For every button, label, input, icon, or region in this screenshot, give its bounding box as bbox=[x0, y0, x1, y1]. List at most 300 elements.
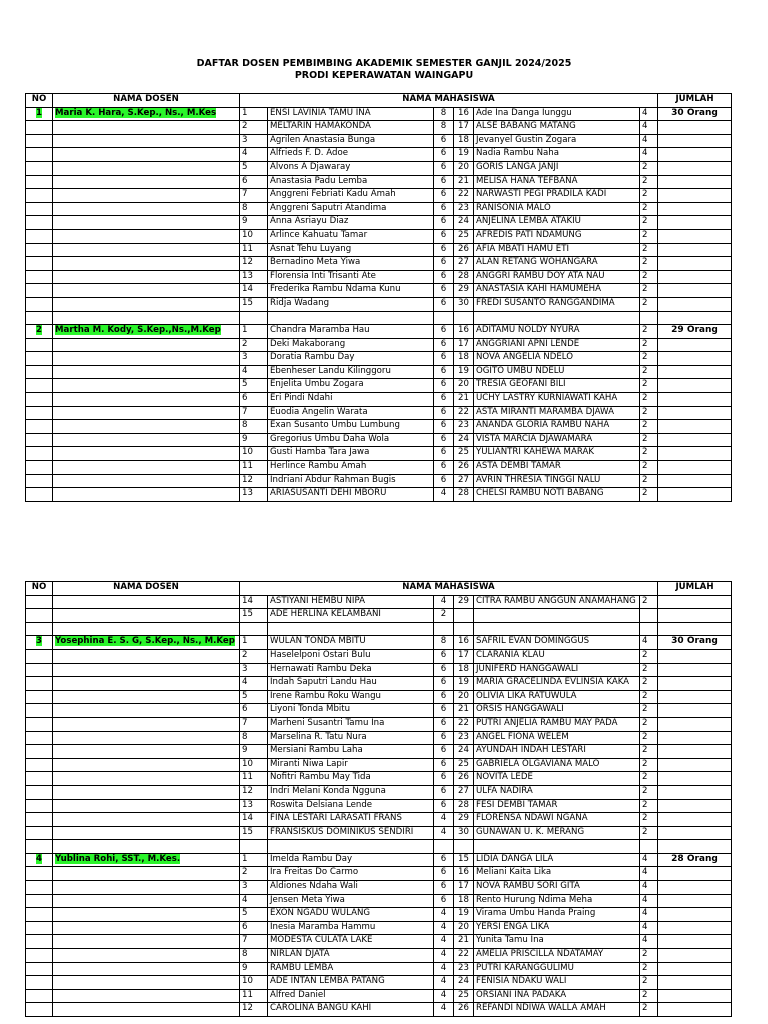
student-name-right: ORSIS HANGGAWALI bbox=[474, 704, 640, 718]
student-number-right: 30 bbox=[454, 826, 474, 840]
semester-right: 2 bbox=[640, 799, 658, 813]
semester-left: 6 bbox=[434, 189, 454, 203]
student-number-right: 30 bbox=[454, 297, 474, 311]
student-number-right: 22 bbox=[454, 949, 474, 963]
student-name-right: FESI DEMBI TAMAR bbox=[474, 799, 640, 813]
student-name-right: ANJELINA LEMBA ATAKIU bbox=[474, 216, 640, 230]
student-name-right: ADITAMU NOLDY NYURA bbox=[474, 325, 640, 339]
student-number-right: 18 bbox=[454, 894, 474, 908]
student-number-right: 18 bbox=[454, 663, 474, 677]
student-name-right: NOVA RAMBU SORI GITA bbox=[474, 881, 640, 895]
table-row bbox=[26, 474, 732, 488]
dosen-number-cell bbox=[26, 379, 53, 393]
semester-left: 6 bbox=[434, 717, 454, 731]
student-number-right: 19 bbox=[454, 677, 474, 691]
semester-left: 6 bbox=[434, 745, 454, 759]
jumlah-cell bbox=[658, 433, 732, 447]
jumlah-cell bbox=[658, 649, 732, 663]
dosen-number-cell bbox=[26, 216, 53, 230]
student-number-left: 6 bbox=[240, 175, 268, 189]
dosen-name-cell bbox=[53, 636, 240, 650]
spacer-cell bbox=[434, 311, 454, 325]
dosen-name-cell bbox=[53, 420, 240, 434]
semester-left: 6 bbox=[434, 894, 454, 908]
dosen-number-cell bbox=[26, 976, 53, 990]
spacer-cell bbox=[474, 311, 640, 325]
semester-left: 6 bbox=[434, 447, 454, 461]
table-row bbox=[26, 229, 732, 243]
spacer-cell bbox=[268, 840, 434, 854]
spacer-cell bbox=[240, 840, 268, 854]
dosen-name-cell bbox=[53, 243, 240, 257]
dosen-name-cell bbox=[53, 813, 240, 827]
student-name-left: Eri Pindi Ndahi bbox=[268, 393, 434, 407]
semester-left: 6 bbox=[434, 393, 454, 407]
student-number-right: 22 bbox=[454, 717, 474, 731]
semester-left: 4 bbox=[434, 976, 454, 990]
dosen-number-cell bbox=[26, 663, 53, 677]
student-number-right: 26 bbox=[454, 772, 474, 786]
dosen-name-cell bbox=[53, 826, 240, 840]
student-number-left: 3 bbox=[240, 134, 268, 148]
semester-right: 2 bbox=[640, 406, 658, 420]
semester-left: 6 bbox=[434, 379, 454, 393]
semester-right: 2 bbox=[640, 976, 658, 990]
semester-left: 6 bbox=[434, 433, 454, 447]
table-row bbox=[26, 949, 732, 963]
semester-right: 2 bbox=[640, 202, 658, 216]
student-number-left: 9 bbox=[240, 962, 268, 976]
dosen-name: Maria K. Hara, S.Kep., Ns., M.Kes bbox=[55, 107, 217, 118]
student-number-right: 27 bbox=[454, 785, 474, 799]
jumlah-cell: 29 Orang bbox=[658, 325, 732, 339]
student-name-right: Yunita Tamu Ina bbox=[474, 935, 640, 949]
semester-left: 8 bbox=[434, 107, 454, 121]
student-name-left: Nofitri Rambu May Tida bbox=[268, 772, 434, 786]
table-row bbox=[26, 758, 732, 772]
semester-right: 4 bbox=[640, 121, 658, 135]
semester-left: 6 bbox=[434, 731, 454, 745]
jumlah-cell bbox=[658, 447, 732, 461]
dosen-name-cell bbox=[53, 202, 240, 216]
semester-right: 2 bbox=[640, 257, 658, 271]
semester-right: 2 bbox=[640, 379, 658, 393]
student-name-left: Indriani Abdur Rahman Bugis bbox=[268, 474, 434, 488]
table-row bbox=[26, 393, 732, 407]
dosen-name-cell bbox=[53, 690, 240, 704]
semester-left: 6 bbox=[434, 216, 454, 230]
student-name-right: MARIA GRACELINDA EVLINSIA KAKA bbox=[474, 677, 640, 691]
student-name-left: Liyoni Tonda Mbitu bbox=[268, 704, 434, 718]
student-number-right: 24 bbox=[454, 976, 474, 990]
semester-right: 2 bbox=[640, 447, 658, 461]
student-name-left: Chandra Maramba Hau bbox=[268, 325, 434, 339]
semester-left: 4 bbox=[434, 949, 454, 963]
semester-left: 6 bbox=[434, 785, 454, 799]
semester-right: 4 bbox=[640, 636, 658, 650]
student-name-left: MODESTA CULATA LAKE bbox=[268, 935, 434, 949]
dosen-name-cell bbox=[53, 704, 240, 718]
student-number-left: 11 bbox=[240, 772, 268, 786]
dosen-name-cell bbox=[53, 853, 240, 867]
student-number-left: 4 bbox=[240, 677, 268, 691]
student-name-left: Euodia Angelin Warata bbox=[268, 406, 434, 420]
student-number-right: 25 bbox=[454, 989, 474, 1003]
student-number-right: 26 bbox=[454, 1003, 474, 1017]
dosen-name-cell bbox=[53, 1003, 240, 1017]
table-row bbox=[26, 107, 732, 121]
jumlah-cell bbox=[658, 284, 732, 298]
table-row bbox=[26, 243, 732, 257]
dosen-number-cell bbox=[26, 270, 53, 284]
semester-right: 2 bbox=[640, 270, 658, 284]
jumlah-cell bbox=[658, 758, 732, 772]
semester-right: 2 bbox=[640, 1003, 658, 1017]
student-name-left: Aldiones Ndaha Wali bbox=[268, 881, 434, 895]
semester-left: 6 bbox=[434, 270, 454, 284]
dosen-number-cell bbox=[26, 393, 53, 407]
jumlah-cell bbox=[658, 609, 732, 623]
student-number-right: 23 bbox=[454, 731, 474, 745]
jumlah-cell bbox=[658, 881, 732, 895]
student-name-left: Deki Makaborang bbox=[268, 338, 434, 352]
student-name-right: ANGGRI RAMBU DOY ATA NAU bbox=[474, 270, 640, 284]
dosen-number-cell bbox=[26, 1003, 53, 1017]
student-number-right: 25 bbox=[454, 758, 474, 772]
jumlah-cell bbox=[658, 799, 732, 813]
jumlah-cell bbox=[658, 297, 732, 311]
student-name-right: ALAN RETANG WOHANGARA bbox=[474, 257, 640, 271]
student-name-right: ASTA MIRANTI MARAMBA DJAWA bbox=[474, 406, 640, 420]
dosen-name-cell bbox=[53, 717, 240, 731]
dosen-number-cell bbox=[26, 867, 53, 881]
header-nama-dosen: NAMA DOSEN bbox=[53, 94, 240, 108]
student-number-right: 21 bbox=[454, 704, 474, 718]
student-name-left: Anna Asriayu Diaz bbox=[268, 216, 434, 230]
student-name-left: Hernawati Rambu Deka bbox=[268, 663, 434, 677]
dosen-name-cell bbox=[53, 365, 240, 379]
semester-right: 2 bbox=[640, 649, 658, 663]
student-number-left: 4 bbox=[240, 365, 268, 379]
dosen-number-cell bbox=[26, 121, 53, 135]
table-row bbox=[26, 175, 732, 189]
student-name-right: ORSIANI INA PADAKA bbox=[474, 989, 640, 1003]
semester-left: 6 bbox=[434, 853, 454, 867]
semester-right: 2 bbox=[640, 826, 658, 840]
student-name-left: Mersiani Rambu Laha bbox=[268, 745, 434, 759]
header-jumlah: JUMLAH bbox=[658, 582, 732, 596]
student-number-left: 15 bbox=[240, 609, 268, 623]
student-name-right: UCHY LASTRY KURNIAWATI KAHA bbox=[474, 393, 640, 407]
jumlah-cell bbox=[658, 229, 732, 243]
dosen-name-cell bbox=[53, 772, 240, 786]
jumlah-cell bbox=[658, 745, 732, 759]
jumlah-cell bbox=[658, 595, 732, 609]
dosen-name: Yosephina E. S. G, S.Kep., Ns., M.Kep bbox=[55, 636, 235, 647]
semester-left: 6 bbox=[434, 148, 454, 162]
student-number-left: 14 bbox=[240, 813, 268, 827]
dosen-number-cell bbox=[26, 134, 53, 148]
spacer-cell bbox=[454, 622, 474, 636]
table-row bbox=[26, 461, 732, 475]
semester-right: 2 bbox=[640, 229, 658, 243]
student-number-right: 20 bbox=[454, 690, 474, 704]
semester-left: 4 bbox=[434, 826, 454, 840]
dosen-name-cell bbox=[53, 488, 240, 502]
semester-right: 2 bbox=[640, 962, 658, 976]
student-number-left: 1 bbox=[240, 325, 268, 339]
table-row bbox=[26, 976, 732, 990]
jumlah-cell bbox=[658, 949, 732, 963]
dosen-number-cell bbox=[26, 175, 53, 189]
student-number-left: 12 bbox=[240, 1003, 268, 1017]
semester-right: 2 bbox=[640, 433, 658, 447]
student-name-left: Asnat Tehu Luyang bbox=[268, 243, 434, 257]
table-row bbox=[26, 799, 732, 813]
jumlah-cell bbox=[658, 772, 732, 786]
semester-left: 4 bbox=[434, 813, 454, 827]
spacer-cell bbox=[434, 840, 454, 854]
student-name-left: Alvons A Djawaray bbox=[268, 161, 434, 175]
student-name-left: Gusti Hamba Tara Jawa bbox=[268, 447, 434, 461]
student-name-right: AFREDIS PATI NDAMUNG bbox=[474, 229, 640, 243]
dosen-number-cell bbox=[26, 989, 53, 1003]
group-spacer-row bbox=[26, 311, 732, 325]
student-name-left: Exan Susanto Umbu Lumbung bbox=[268, 420, 434, 434]
jumlah-cell bbox=[658, 785, 732, 799]
dosen-name-cell bbox=[53, 758, 240, 772]
dosen-name-cell bbox=[53, 107, 240, 121]
spacer-cell bbox=[268, 311, 434, 325]
jumlah-cell bbox=[658, 908, 732, 922]
dosen-name-cell bbox=[53, 338, 240, 352]
jumlah-cell bbox=[658, 704, 732, 718]
jumlah-cell bbox=[658, 677, 732, 691]
dosen-number-cell bbox=[26, 758, 53, 772]
student-number-right: 22 bbox=[454, 189, 474, 203]
student-number-left: 2 bbox=[240, 338, 268, 352]
student-number-right: 28 bbox=[454, 799, 474, 813]
semester-left: 6 bbox=[434, 690, 454, 704]
student-number-left: 12 bbox=[240, 474, 268, 488]
student-name-left: Gregorius Umbu Daha Wola bbox=[268, 433, 434, 447]
student-number-left: 8 bbox=[240, 731, 268, 745]
dosen-number-cell bbox=[26, 853, 53, 867]
dosen-name-cell bbox=[53, 189, 240, 203]
spacer-cell bbox=[53, 840, 240, 854]
student-name-left: Roswita Delsiana Lende bbox=[268, 799, 434, 813]
student-number-left: 13 bbox=[240, 488, 268, 502]
jumlah-cell bbox=[658, 962, 732, 976]
jumlah-cell: 30 Orang bbox=[658, 636, 732, 650]
student-name-left: Florensia Inti Trisanti Ate bbox=[268, 270, 434, 284]
dosen-name-cell bbox=[53, 433, 240, 447]
student-name-right: Ade Ina Danga Iunggu bbox=[474, 107, 640, 121]
student-name-right: SAFRIL EVAN DOMINGGUS bbox=[474, 636, 640, 650]
student-number-left: 15 bbox=[240, 297, 268, 311]
jumlah-cell: 28 Orang bbox=[658, 853, 732, 867]
dosen-name-cell bbox=[53, 881, 240, 895]
student-name-right: TRESIA GEOFANI BILI bbox=[474, 379, 640, 393]
student-name-left: Indah Saputri Landu Hau bbox=[268, 677, 434, 691]
dosen-number-cell bbox=[26, 785, 53, 799]
semester-right: 2 bbox=[640, 216, 658, 230]
semester-right: 2 bbox=[640, 338, 658, 352]
dosen-number-cell bbox=[26, 189, 53, 203]
table-header-row bbox=[26, 94, 732, 108]
student-number-right: 25 bbox=[454, 447, 474, 461]
dosen-number-cell bbox=[26, 243, 53, 257]
student-number-right: 24 bbox=[454, 745, 474, 759]
table-row bbox=[26, 189, 732, 203]
dosen-name-cell bbox=[53, 216, 240, 230]
semester-left: 6 bbox=[434, 134, 454, 148]
student-name-left: Frederika Rambu Ndama Kunu bbox=[268, 284, 434, 298]
dosen-number-cell bbox=[26, 677, 53, 691]
student-number-right: 18 bbox=[454, 352, 474, 366]
spacer-cell bbox=[240, 622, 268, 636]
jumlah-cell bbox=[658, 406, 732, 420]
semester-right: 2 bbox=[640, 949, 658, 963]
semester-left: 6 bbox=[434, 297, 454, 311]
dosen-number: 3 bbox=[36, 636, 42, 647]
dosen-number-cell bbox=[26, 636, 53, 650]
jumlah-cell bbox=[658, 243, 732, 257]
student-name-right: RANISONIA MALO bbox=[474, 202, 640, 216]
dosen-number-cell bbox=[26, 338, 53, 352]
semester-left: 6 bbox=[434, 338, 454, 352]
jumlah-cell bbox=[658, 731, 732, 745]
semester-right: 2 bbox=[640, 677, 658, 691]
student-name-left: ASTIYANI HEMBU NIPA bbox=[268, 595, 434, 609]
student-number-left: 11 bbox=[240, 989, 268, 1003]
student-name-right: ANASTASIA KAHI HAMUMEHA bbox=[474, 284, 640, 298]
student-name-right: Nadia Rambu Naha bbox=[474, 148, 640, 162]
jumlah-cell bbox=[658, 488, 732, 502]
student-number-right: 17 bbox=[454, 338, 474, 352]
student-number-right: 25 bbox=[454, 229, 474, 243]
student-number-left: 12 bbox=[240, 785, 268, 799]
semester-right: 4 bbox=[640, 921, 658, 935]
student-number-left: 14 bbox=[240, 284, 268, 298]
student-number-left: 10 bbox=[240, 447, 268, 461]
semester-right: 2 bbox=[640, 488, 658, 502]
student-name-right: YERSI ENGA LIKA bbox=[474, 921, 640, 935]
student-name-left: Marheni Susantri Tamu Ina bbox=[268, 717, 434, 731]
dosen-number-cell bbox=[26, 935, 53, 949]
student-number-left: 13 bbox=[240, 799, 268, 813]
semester-left: 6 bbox=[434, 352, 454, 366]
student-number-left: 5 bbox=[240, 690, 268, 704]
jumlah-cell bbox=[658, 1003, 732, 1017]
student-name-left: EXON NGADU WULANG bbox=[268, 908, 434, 922]
header-no: NO bbox=[26, 582, 53, 596]
student-name-right: VISTA MARCIA DJAWAMARA bbox=[474, 433, 640, 447]
student-number-right: 26 bbox=[454, 243, 474, 257]
student-number-right: 20 bbox=[454, 161, 474, 175]
jumlah-cell bbox=[658, 121, 732, 135]
semester-left: 6 bbox=[434, 257, 454, 271]
dosen-name-cell bbox=[53, 297, 240, 311]
student-name-left: Agrilen Anastasia Bunga bbox=[268, 134, 434, 148]
semester-left: 6 bbox=[434, 704, 454, 718]
student-number-left: 8 bbox=[240, 949, 268, 963]
semester-left: 4 bbox=[434, 1003, 454, 1017]
student-name-right: AVRIN THRESIA TINGGI NALU bbox=[474, 474, 640, 488]
student-number-left: 2 bbox=[240, 867, 268, 881]
student-number-left: 1 bbox=[240, 853, 268, 867]
semester-left: 6 bbox=[434, 799, 454, 813]
student-name-left: Imelda Rambu Day bbox=[268, 853, 434, 867]
spacer-cell bbox=[53, 622, 240, 636]
student-number-left: 5 bbox=[240, 379, 268, 393]
table-row bbox=[26, 148, 732, 162]
dosen-number-cell bbox=[26, 257, 53, 271]
student-number-left: 7 bbox=[240, 189, 268, 203]
jumlah-cell bbox=[658, 379, 732, 393]
table-row bbox=[26, 881, 732, 895]
table-row bbox=[26, 609, 732, 623]
student-number-right: 19 bbox=[454, 148, 474, 162]
student-number-right: 15 bbox=[454, 853, 474, 867]
semester-right: 2 bbox=[640, 704, 658, 718]
student-number-left: 1 bbox=[240, 636, 268, 650]
table-row bbox=[26, 989, 732, 1003]
semester-left: 4 bbox=[434, 488, 454, 502]
jumlah-cell bbox=[658, 365, 732, 379]
student-number-left: 4 bbox=[240, 894, 268, 908]
semester-right: 2 bbox=[640, 297, 658, 311]
student-name-left: NIRLAN DJATA bbox=[268, 949, 434, 963]
spacer-cell bbox=[26, 840, 53, 854]
semester-left: 6 bbox=[434, 365, 454, 379]
jumlah-cell bbox=[658, 826, 732, 840]
semester-right: 2 bbox=[640, 663, 658, 677]
jumlah-cell bbox=[658, 216, 732, 230]
student-number-left: 7 bbox=[240, 406, 268, 420]
dosen-number-cell bbox=[26, 731, 53, 745]
student-number-right: 29 bbox=[454, 813, 474, 827]
table-row bbox=[26, 121, 732, 135]
student-number-right: 21 bbox=[454, 393, 474, 407]
jumlah-cell bbox=[658, 270, 732, 284]
dosen-name-cell bbox=[53, 134, 240, 148]
student-name-left: MELTARIN HAMAKONDA bbox=[268, 121, 434, 135]
student-name-left: Enjelita Umbu Zogara bbox=[268, 379, 434, 393]
dosen-number-cell bbox=[26, 461, 53, 475]
student-number-right: 17 bbox=[454, 121, 474, 135]
table-row bbox=[26, 894, 732, 908]
student-number-right: 16 bbox=[454, 867, 474, 881]
semester-right: 2 bbox=[640, 161, 658, 175]
semester-left: 8 bbox=[434, 636, 454, 650]
student-name-left: Anastasia Padu Lemba bbox=[268, 175, 434, 189]
student-number-left: 3 bbox=[240, 352, 268, 366]
dosen-name-cell bbox=[53, 161, 240, 175]
semester-left: 6 bbox=[434, 772, 454, 786]
semester-right: 4 bbox=[640, 894, 658, 908]
semester-left: 6 bbox=[434, 474, 454, 488]
dosen-number-cell bbox=[26, 881, 53, 895]
semester-right: 4 bbox=[640, 935, 658, 949]
student-name-left: Indri Melani Konda Ngguna bbox=[268, 785, 434, 799]
student-number-left: 1 bbox=[240, 107, 268, 121]
jumlah-cell bbox=[658, 989, 732, 1003]
dosen-name-cell bbox=[53, 921, 240, 935]
semester-right: 2 bbox=[640, 243, 658, 257]
student-name-right: ANGGRIANI APNI LENDE bbox=[474, 338, 640, 352]
dosen-number-cell bbox=[26, 609, 53, 623]
